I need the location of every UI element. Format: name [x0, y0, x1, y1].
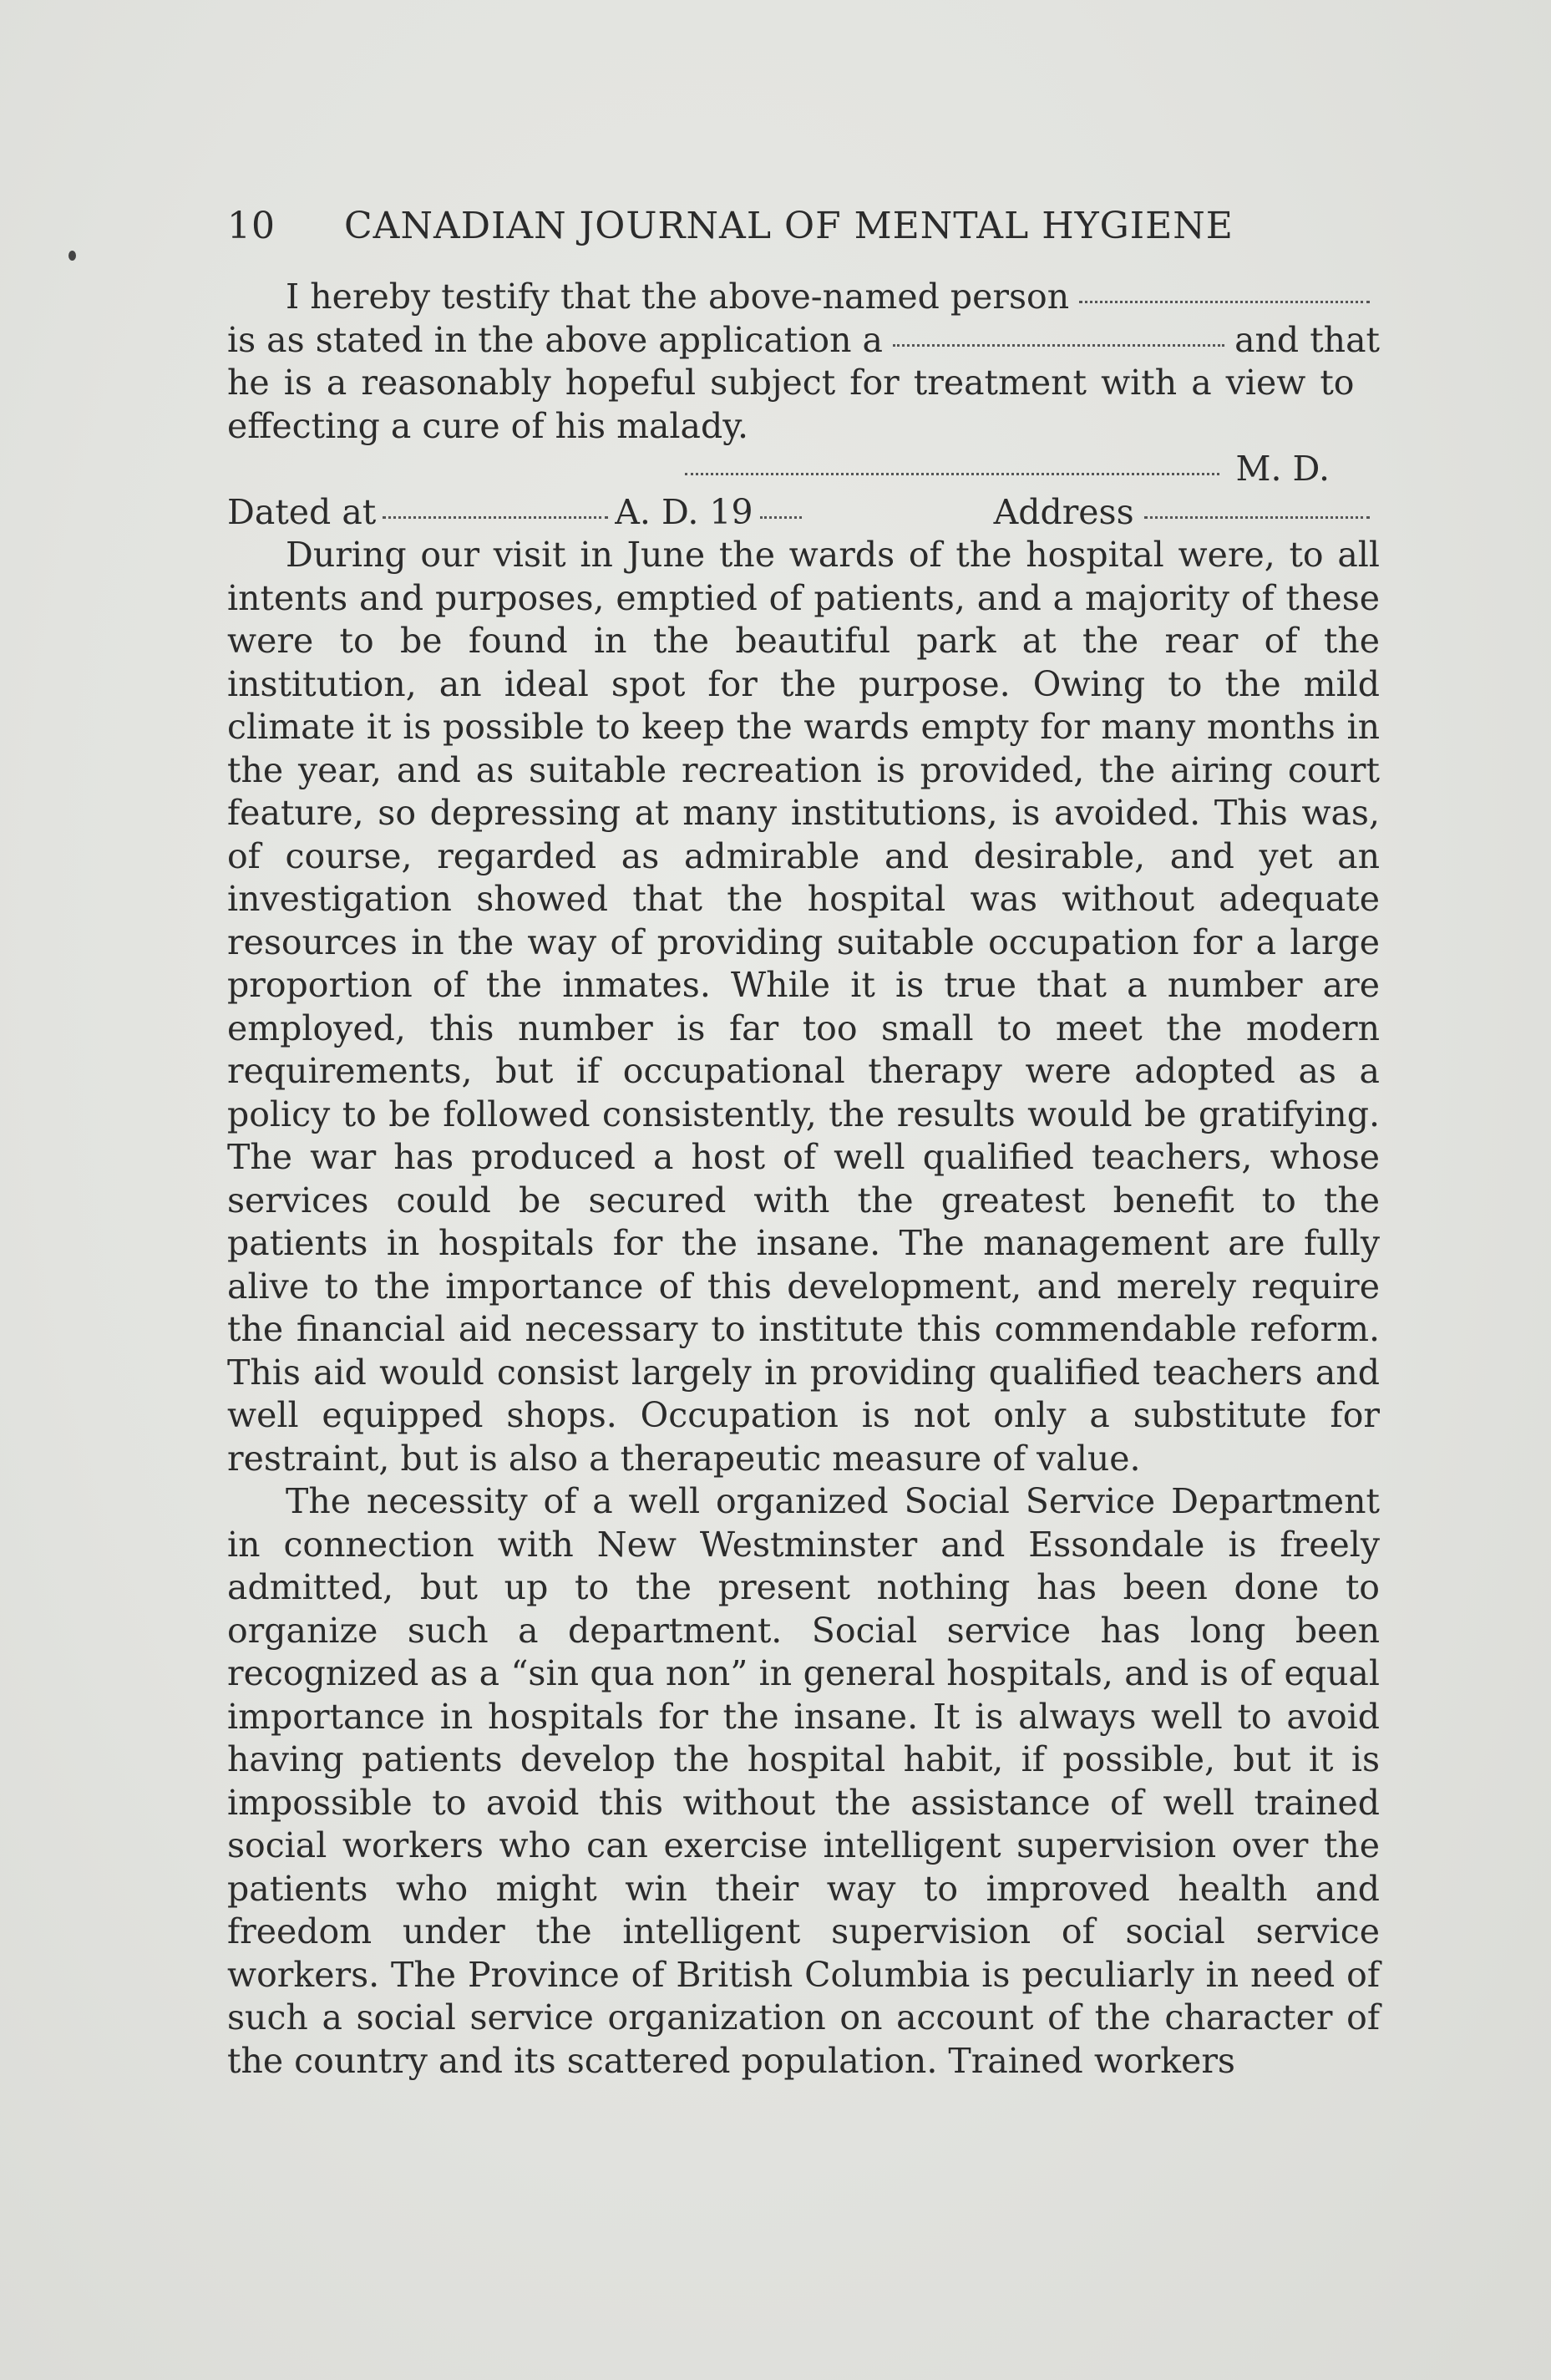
text-column [227, 205, 1380, 2083]
signature-blank [685, 473, 1219, 475]
condition-blank [893, 344, 1224, 347]
paragraph-occupation: During our visit in June the wards of the hospital were, to all intents and purposes, emptied of patients, and a majority of these were to be found in the beautiful park at the rear of the institution, an ideal spot for the purpose. Owing to the mild climate it is possible to keep the wards empty for many months in the year, and as suitable recreation is provided, the airing court feature, so depressing at many institutions, is avoided. This was, of course, regarded as admirable and desirable, and yet an investigation showed that the hospital was without adequate resources in the way of providing suitable occupation for a large proportion of the inmates. While it is true that a number are employed, this number is far too small to meet the modern requirements, but if occupational therapy were adopted as a policy to be followed consistently, the results would be gratifying. The war has produced a host of well qualified teachers, whose services could be secured with the greatest benefit to the patients in hospitals for the insane. The management are fully alive to the importance of this development, and merely require the financial aid necessary to institute this commendable reform. This aid would consist largely in providing qualified teachers and well equipped shops. Occupation is not only a substitute for restraint, but is also a therapeutic measure of value. [227, 535, 1380, 1479]
signature-suffix: M. D. [1235, 449, 1330, 489]
running-head [227, 205, 1380, 247]
certificate-line-3 [227, 362, 1380, 405]
certificate-text: I hereby testify that the above-named person [286, 277, 1070, 317]
year-blank [760, 516, 802, 519]
certificate-line-1 [227, 276, 1380, 319]
certificate-text: and that [1234, 319, 1380, 360]
address-label: Address [993, 491, 1134, 532]
dated-at-label: Dated at [227, 491, 377, 532]
ink-speck [68, 251, 76, 261]
certificate-text: he is a reasonably hopeful subject for treatment with a view to [227, 363, 1355, 403]
certificate-text: is as stated in the above application a [227, 319, 883, 360]
dated-line [227, 491, 1380, 535]
page-number: 10 [227, 205, 276, 247]
paragraph-social-service: The necessity of a well organized Social Service Department in connection with New Westminster and Essondale is freely admitted, but up to the present nothing has been done to organize such a department. Social service has long been recognized as a “sin qua non” in general hospitals, and is of equal importance in hospitals for the insane. It is always well to avoid having patients develop the hospital habit, if possible, but it is impossible to avoid this without the assistance of well trained social workers who can exercise intelligent supervision over the patients who might win their way to improved health and freedom under the intelligent supervision of social service workers. The Province of British Columbia is peculiarly in need of such a social service organization on account of the character of the country and its scattered population. Trained workers [227, 1481, 1380, 2081]
address-blank [1144, 516, 1370, 519]
certificate-line-4 [227, 405, 1380, 449]
certificate-text: effecting a cure of his malady. [227, 405, 748, 446]
journal-title: CANADIAN JOURNAL OF MENTAL HYGIENE [344, 205, 1234, 247]
signature-line [227, 448, 1380, 491]
name-blank [1079, 301, 1370, 303]
place-blank [383, 516, 608, 519]
body-paragraphs [227, 534, 1380, 2083]
certificate-line-2 [227, 319, 1380, 363]
certificate-form [227, 276, 1380, 534]
ad-year-label: A. D. 19 [615, 491, 753, 532]
